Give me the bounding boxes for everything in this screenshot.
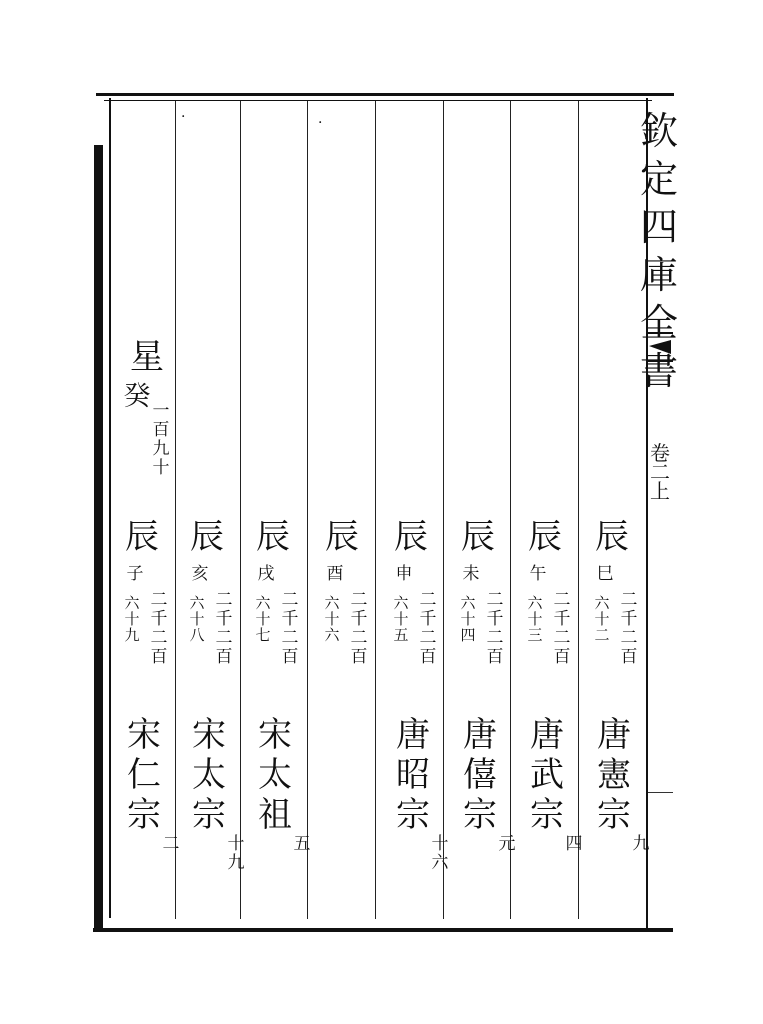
- branch-character-char: 未: [462, 564, 480, 584]
- star-count-char: 一: [152, 401, 170, 421]
- emperor-name-char: 太: [192, 755, 226, 795]
- punctuation-mark: ·: [318, 115, 323, 131]
- chen-character: [525, 517, 565, 560]
- book-title-char: 定: [640, 157, 679, 201]
- cycle-count-a-char: 百: [419, 647, 437, 667]
- cycle-count-a-char: 二: [215, 590, 233, 610]
- emperor-name-char: 祖: [258, 795, 292, 835]
- cycle-count-b-char: 六: [324, 594, 340, 612]
- cycle-count-a-char: 千: [215, 609, 233, 629]
- branch-character-char: 午: [529, 564, 547, 584]
- margin-tick: [648, 792, 673, 793]
- reign-year: [225, 836, 247, 874]
- cycle-count-a-char: 百: [150, 647, 168, 667]
- volume-label: [650, 441, 670, 503]
- chen-character-char: 辰: [595, 517, 629, 557]
- cycle-count-a-char: 百: [281, 647, 299, 667]
- branch-character-char: 申: [395, 564, 413, 584]
- column-divider: [510, 101, 511, 919]
- branch-character: [393, 566, 415, 585]
- branch-character-char: 亥: [191, 564, 209, 584]
- cycle-count-a-char: 百: [215, 647, 233, 667]
- emperor-name-char: 宋: [127, 715, 161, 755]
- star-count: [150, 403, 172, 479]
- emperor-name-char: 太: [258, 755, 292, 795]
- star-count-char: 百: [152, 420, 170, 440]
- cycle-count-b: [122, 596, 142, 644]
- chen-character-char: 辰: [394, 517, 428, 557]
- branch-character: [324, 566, 346, 585]
- reign-year: [160, 836, 182, 855]
- cycle-count-b: [592, 596, 612, 644]
- column-divider: [443, 101, 444, 919]
- emperor-name-char: 宗: [597, 795, 631, 835]
- top-inner-border: [104, 100, 652, 101]
- star-character: 星: [130, 337, 164, 377]
- branch-character: [255, 566, 277, 585]
- reign-year-char: 十: [227, 834, 245, 854]
- emperor-name: [124, 715, 164, 838]
- emperor-name-char: 唐: [396, 715, 430, 755]
- cycle-count-a: [148, 592, 170, 668]
- book-title-char: 全: [640, 301, 679, 345]
- reign-year-char: 十: [431, 834, 449, 854]
- book-title: [640, 109, 679, 400]
- cycle-count-b-char: 六: [324, 626, 340, 644]
- emperor-name: [255, 715, 295, 838]
- punctuation-mark: ·: [181, 109, 186, 125]
- branch-character-char: 巳: [596, 564, 614, 584]
- reign-year: [291, 836, 313, 855]
- cycle-count-b: [391, 596, 411, 644]
- chen-character: [458, 517, 498, 560]
- reign-year-char: 二: [162, 834, 180, 854]
- cycle-count-a-char: 二: [281, 628, 299, 648]
- cycle-count-a-char: 二: [350, 590, 368, 610]
- chen-character: [187, 517, 227, 560]
- book-title-char: 四: [640, 205, 679, 249]
- cycle-count-b: [525, 596, 545, 644]
- book-title-char: 欽: [640, 109, 679, 153]
- left-inner-border: [109, 98, 111, 918]
- branch-character: [189, 566, 211, 585]
- emperor-name-char: 宋: [192, 715, 226, 755]
- reign-year-char: 五: [293, 834, 311, 854]
- cycle-count-a: [348, 592, 370, 668]
- branch-character: [594, 566, 616, 585]
- cycle-count-a: [551, 592, 573, 668]
- cycle-count-a-char: 千: [620, 609, 638, 629]
- volume-label-char: 卷: [650, 441, 670, 465]
- emperor-name-char: 宋: [258, 715, 292, 755]
- cycle-count-a-char: 百: [553, 647, 571, 667]
- cycle-count-a-char: 千: [486, 609, 504, 629]
- emperor-name: [527, 715, 567, 838]
- cycle-count-a: [484, 592, 506, 668]
- chen-character-char: 辰: [190, 517, 224, 557]
- cycle-count-a-char: 二: [419, 628, 437, 648]
- top-border: [96, 93, 674, 96]
- column-divider: [175, 101, 176, 919]
- reign-year-char: 九: [632, 834, 650, 854]
- book-title-char: 庫: [640, 253, 679, 297]
- cycle-count-a-char: 千: [553, 609, 571, 629]
- cycle-count-a-char: 百: [486, 647, 504, 667]
- emperor-name-char: 宗: [192, 795, 226, 835]
- branch-character: [124, 566, 146, 585]
- cycle-count-b-char: 十: [324, 610, 340, 628]
- cycle-count-b-char: 七: [255, 626, 271, 644]
- emperor-name: [594, 715, 634, 838]
- chen-character: [592, 517, 632, 560]
- star-count-char: 九: [152, 439, 170, 459]
- cycle-count-a-char: 二: [486, 590, 504, 610]
- chen-character-char: 辰: [125, 517, 159, 557]
- emperor-name-char: 憲: [597, 755, 631, 795]
- cycle-count-b-char: 十: [527, 610, 543, 628]
- chen-character-char: 辰: [256, 517, 290, 557]
- cycle-count-b: [322, 596, 342, 644]
- cycle-count-b-char: 六: [124, 594, 140, 612]
- emperor-name-char: 武: [530, 755, 564, 795]
- star-count-char: 十: [152, 458, 170, 478]
- cycle-count-b-char: 四: [460, 626, 476, 644]
- reign-year-char: 元: [498, 834, 516, 854]
- chen-character: [391, 517, 431, 560]
- stem-character: 癸: [123, 381, 151, 412]
- reign-year: [429, 836, 451, 874]
- chen-character-char: 辰: [325, 517, 359, 557]
- cycle-count-a-char: 二: [620, 628, 638, 648]
- chen-character: [322, 517, 362, 560]
- cycle-count-b: [253, 596, 273, 644]
- cycle-count-b-char: 二: [594, 626, 610, 644]
- cycle-count-b-char: 六: [460, 594, 476, 612]
- cycle-count-a: [417, 592, 439, 668]
- emperor-name-char: 宗: [530, 795, 564, 835]
- cycle-count-b-char: 十: [393, 610, 409, 628]
- chen-character-char: 辰: [528, 517, 562, 557]
- column-divider: [307, 101, 308, 919]
- cycle-count-a-char: 千: [281, 609, 299, 629]
- cycle-count-a-char: 二: [419, 590, 437, 610]
- emperor-name-char: 唐: [597, 715, 631, 755]
- chen-character: [253, 517, 293, 560]
- emperor-name-char: 唐: [530, 715, 564, 755]
- cycle-count-a-char: 千: [419, 609, 437, 629]
- cycle-count-a-char: 二: [620, 590, 638, 610]
- branch-character-char: 戌: [257, 564, 275, 584]
- cycle-count-a-char: 千: [350, 609, 368, 629]
- reign-year-char: 六: [431, 853, 449, 873]
- branch-character-char: 酉: [326, 564, 344, 584]
- volume-label-char: 上: [650, 479, 670, 503]
- cycle-count-b-char: 六: [255, 594, 271, 612]
- branch-character-char: 子: [126, 564, 144, 584]
- bottom-border: [93, 928, 673, 932]
- branch-character: [460, 566, 482, 585]
- cycle-count-a-char: 二: [150, 590, 168, 610]
- cycle-count-b-char: 六: [393, 594, 409, 612]
- cycle-count-a-char: 二: [553, 628, 571, 648]
- cycle-count-b: [458, 596, 478, 644]
- emperor-name-char: 仁: [127, 755, 161, 795]
- reign-year-char: 九: [227, 853, 245, 873]
- cycle-count-b-char: 十: [124, 610, 140, 628]
- column-divider: [375, 101, 376, 919]
- emperor-name: [189, 715, 229, 838]
- cycle-count-a: [279, 592, 301, 668]
- cycle-count-b-char: 十: [189, 610, 205, 628]
- cycle-count-a-char: 千: [150, 609, 168, 629]
- cycle-count-b-char: 九: [124, 626, 140, 644]
- emperor-name-char: 僖: [463, 755, 497, 795]
- cycle-count-b-char: 六: [527, 594, 543, 612]
- emperor-name: [460, 715, 500, 838]
- cycle-count-b-char: 三: [527, 626, 543, 644]
- cycle-count-b-char: 六: [594, 594, 610, 612]
- emperor-name-char: 昭: [396, 755, 430, 795]
- reign-year: [563, 836, 585, 855]
- cycle-count-b: [187, 596, 207, 644]
- cycle-count-b-char: 十: [255, 610, 271, 628]
- volume-label-char: 二: [650, 460, 670, 484]
- cycle-count-a-char: 百: [620, 647, 638, 667]
- cycle-count-a-char: 二: [215, 628, 233, 648]
- reign-year: [630, 836, 652, 855]
- cycle-count-b-char: 五: [393, 626, 409, 644]
- column-divider: [240, 101, 241, 919]
- cycle-count-a-char: 二: [150, 628, 168, 648]
- cycle-count-a: [213, 592, 235, 668]
- cycle-count-b-char: 十: [460, 610, 476, 628]
- chen-character-char: 辰: [461, 517, 495, 557]
- reign-year-char: 四: [565, 834, 583, 854]
- cycle-count-a-char: 百: [350, 647, 368, 667]
- emperor-name-char: 宗: [463, 795, 497, 835]
- cycle-count-b-char: 八: [189, 626, 205, 644]
- column-divider: [578, 101, 579, 919]
- emperor-name: [393, 715, 433, 838]
- cycle-count-b-char: 六: [189, 594, 205, 612]
- book-title-char: 書: [640, 349, 679, 393]
- branch-character: [527, 566, 549, 585]
- cycle-count-b-char: 十: [594, 610, 610, 628]
- cycle-count-a: [618, 592, 640, 668]
- reign-year: [496, 836, 518, 855]
- chen-character: [122, 517, 162, 560]
- emperor-name-char: 宗: [127, 795, 161, 835]
- cycle-count-a-char: 二: [553, 590, 571, 610]
- emperor-name-char: 唐: [463, 715, 497, 755]
- cycle-count-a-char: 二: [486, 628, 504, 648]
- cycle-count-a-char: 二: [281, 590, 299, 610]
- left-border: [94, 145, 103, 932]
- cycle-count-a-char: 二: [350, 628, 368, 648]
- emperor-name-char: 宗: [396, 795, 430, 835]
